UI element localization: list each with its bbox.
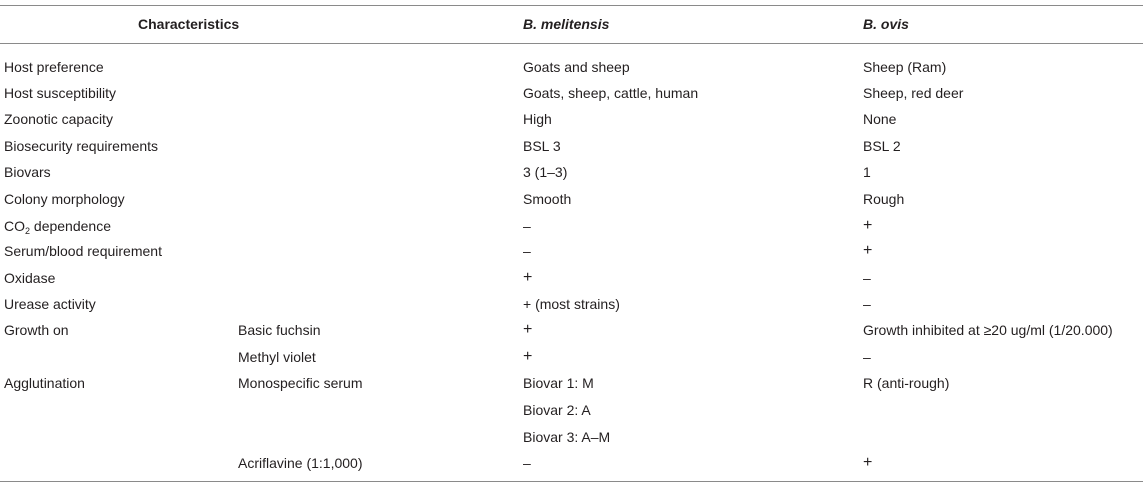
cell-ovis: –	[863, 349, 871, 365]
header-characteristics: Characteristics	[138, 16, 240, 32]
cell-ovis: Rough	[863, 191, 905, 207]
row-label: Host preference	[4, 59, 104, 75]
row-label: Oxidase	[4, 270, 56, 286]
header-b-ovis: B. ovis	[863, 16, 909, 32]
row-label-co2-dependence	[4, 218, 111, 234]
cell-melitensis: BSL 3	[523, 138, 561, 154]
table-bottom-rule	[0, 481, 1143, 482]
cell-ovis: None	[863, 111, 897, 127]
cell-melitensis: Biovar 2: A	[523, 402, 591, 418]
row-label: Zoonotic capacity	[4, 111, 113, 127]
cell-ovis: +	[863, 454, 873, 471]
row-label: Serum/blood requirement	[4, 243, 162, 259]
cell-ovis: –	[863, 270, 871, 286]
row-label: Agglutination	[4, 375, 85, 391]
row-label: Biosecurity requirements	[4, 138, 159, 154]
co2-subscript: 2	[25, 226, 31, 236]
cell-melitensis: +	[523, 321, 533, 338]
co2-suffix: dependence	[30, 218, 111, 234]
cell-ovis: R (anti-rough)	[863, 375, 950, 391]
cell-subcategory: Basic fuchsin	[238, 322, 321, 338]
cell-ovis: Sheep (Ram)	[863, 59, 947, 75]
cell-ovis: +	[863, 217, 873, 234]
cell-melitensis: Biovar 3: A–M	[523, 429, 611, 445]
row-label: Host susceptibility	[4, 85, 117, 101]
cell-ovis: 1	[863, 164, 871, 180]
cell-melitensis: High	[523, 111, 552, 127]
cell-melitensis: Biovar 1: M	[523, 375, 594, 391]
cell-subcategory: Monospecific serum	[238, 375, 363, 391]
cell-melitensis: Smooth	[523, 191, 572, 207]
cell-ovis: BSL 2	[863, 138, 901, 154]
cell-melitensis: + (most strains)	[523, 296, 620, 312]
cell-subcategory: Acriflavine (1:1,000)	[238, 455, 363, 471]
cell-ovis: +	[863, 242, 873, 259]
cell-melitensis: –	[523, 455, 531, 471]
table-header-rule	[0, 43, 1143, 44]
row-label: Growth on	[4, 322, 69, 338]
cell-melitensis: +	[523, 269, 533, 286]
co2-prefix: CO	[4, 218, 25, 234]
cell-melitensis: –	[523, 218, 531, 234]
cell-subcategory: Methyl violet	[238, 349, 316, 365]
row-label: Urease activity	[4, 296, 96, 312]
table-top-rule	[0, 5, 1143, 6]
row-label: Biovars	[4, 164, 51, 180]
cell-melitensis: +	[523, 348, 533, 365]
cell-melitensis: Goats and sheep	[523, 59, 630, 75]
cell-melitensis: –	[523, 243, 531, 259]
header-b-melitensis: B. melitensis	[523, 16, 610, 32]
cell-melitensis: Goats, sheep, cattle, human	[523, 85, 699, 101]
cell-ovis: Growth inhibited at ≥20 ug/ml (1/20.000)	[863, 322, 1113, 338]
cell-ovis: –	[863, 296, 871, 312]
cell-melitensis: 3 (1–3)	[523, 164, 568, 180]
row-label: Colony morphology	[4, 191, 125, 207]
cell-ovis: Sheep, red deer	[863, 85, 964, 101]
